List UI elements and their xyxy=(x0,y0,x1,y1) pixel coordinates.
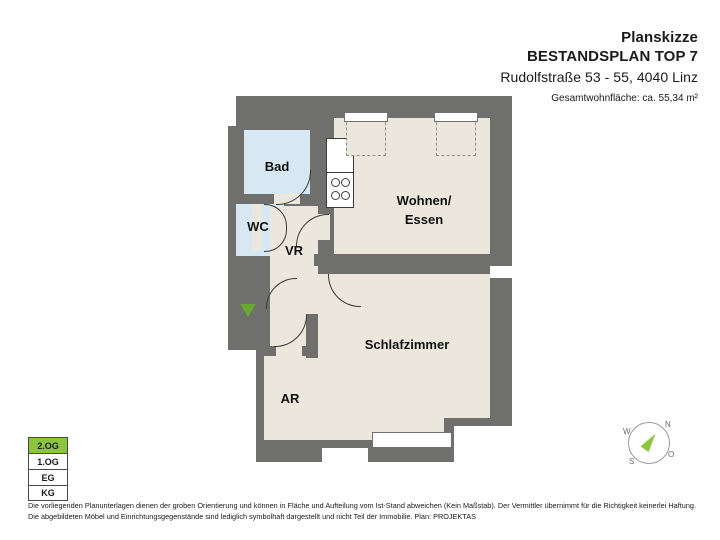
floor-item-eg[interactable] xyxy=(28,469,68,485)
hob-burner-icon xyxy=(331,178,340,187)
floor-label: 2.OG xyxy=(37,440,59,451)
window-sill-left xyxy=(344,112,388,122)
room-label-schlafzimmer: Schlafzimmer xyxy=(364,337,450,352)
hob-burner-icon xyxy=(331,191,340,200)
hob-burner-icon xyxy=(341,178,350,187)
floor-item-1og[interactable] xyxy=(28,453,68,469)
floor-plan xyxy=(228,96,512,462)
compass-label-north: N xyxy=(665,420,671,429)
room-label-vr: VR xyxy=(284,243,304,258)
plan-title-primary: Planskizze xyxy=(621,29,698,46)
plan-cutout-bottom-mid xyxy=(322,448,368,462)
disclaimer-text: Die vorliegenden Planunterlagen dienen der groben Orientierung und können in Fläche und Aufteilung vom Ist-Stand abweichen (Kein Maßstab). Der Vermittler übernimmt für die Richtigkeit keinerlei Haftung. Die abgebildeten Möbel und Einrichtungsgegenstände sind lediglich symbolhaft dargestellt und nicht Teil der Immobilie. Plan: PROJEKTAS xyxy=(28,501,696,521)
kitchen-hob-unit xyxy=(326,172,354,208)
hob-burner-icon xyxy=(341,191,350,200)
window-sill-schlafzimmer xyxy=(372,432,452,448)
plan-cutout-tl xyxy=(228,96,236,126)
plan-title-secondary: BESTANDSPLAN TOP 7 xyxy=(527,48,698,65)
door-opening-ar xyxy=(276,346,302,356)
room-label-ar: AR xyxy=(280,391,300,406)
plan-cutout-bl xyxy=(228,350,256,462)
room-label-bad: Bad xyxy=(264,159,290,174)
plan-header xyxy=(500,28,698,106)
plan-total-area: Gesamtwohnfläche: ca. 55,34 m² xyxy=(551,93,698,104)
floor-selector[interactable] xyxy=(28,437,68,501)
compass-rose xyxy=(620,414,676,470)
window-sill-right xyxy=(434,112,478,122)
compass-label-south: S xyxy=(629,457,635,466)
room-label-wohnen-essen-line2: Essen xyxy=(404,212,444,227)
compass-label-west: W xyxy=(623,427,631,436)
room-label-wc: WC xyxy=(247,219,269,234)
plan-cutout-br xyxy=(454,426,512,462)
interior-wall-horizontal xyxy=(314,254,512,266)
floor-item-kg[interactable] xyxy=(28,485,68,501)
floor-item-2og[interactable] xyxy=(28,437,68,453)
compass-label-east: O xyxy=(668,450,675,459)
floor-label: KG xyxy=(41,488,55,498)
entrance-arrow-icon xyxy=(240,304,256,317)
plan-address: Rudolfstraße 53 - 55, 4040 Linz xyxy=(500,69,698,85)
floor-label: EG xyxy=(41,472,55,483)
room-label-wohnen-essen-line1: Wohnen/ xyxy=(396,193,452,208)
floor-label: 1.OG xyxy=(37,456,59,467)
